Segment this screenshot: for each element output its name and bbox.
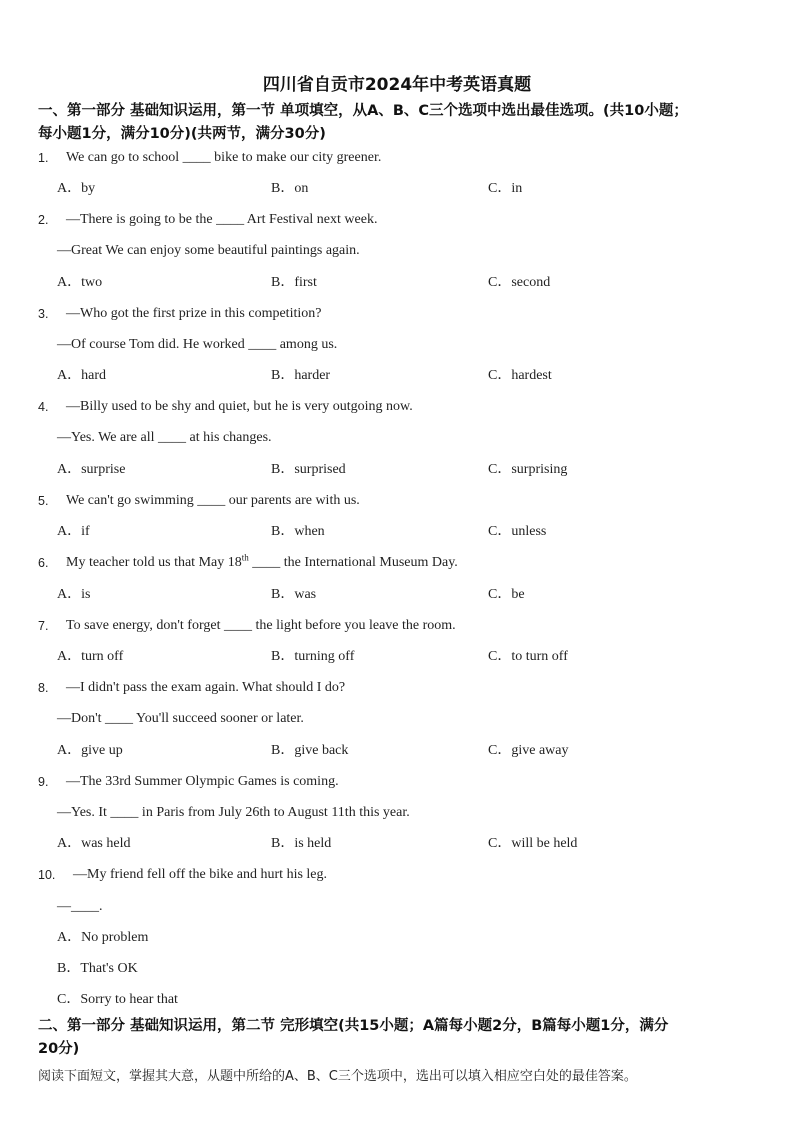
- question-1-text: We can go to school ____ bike to make our city greener.: [66, 150, 382, 165]
- question-5-number: 5.: [38, 494, 49, 508]
- question-4-text: —Billy used to be shy and quiet, but he is very outgoing now.: [66, 399, 413, 414]
- question-6-text-pre: My teacher told us that May 18: [66, 555, 242, 570]
- question-7-text: To save energy, don't forget ____ the light before you leave the room.: [66, 618, 456, 633]
- section2-heading-line2: 20分): [38, 1041, 80, 1057]
- question-3-text: —Who got the first prize in this competition?: [66, 306, 322, 321]
- question-4-option-a: A．surprise: [57, 462, 126, 477]
- question-1-option-c: C．in: [488, 181, 523, 196]
- section2-heading-line1: 二、第一部分 基础知识运用，第二节 完形填空(共15小题；A篇每小题2分，B篇每小题1分，满分: [38, 1018, 669, 1034]
- question-2-option-b: B．first: [271, 275, 317, 290]
- question-8-number: 8.: [38, 681, 49, 695]
- question-6-option-b: B．was: [271, 587, 317, 602]
- question-4-option-b: B．surprised: [271, 462, 346, 477]
- question-10-option-c: C．Sorry to hear that: [57, 992, 178, 1007]
- question-8-option-b: B．give back: [271, 743, 349, 758]
- question-6-text: [66, 554, 458, 572]
- section1-heading-line2: 每小题1分，满分10分)(共两节，满分30分): [38, 126, 326, 142]
- question-9-text: —The 33rd Summer Olympic Games is coming.: [66, 774, 339, 789]
- question-2-text: —There is going to be the ____ Art Festival next week.: [66, 212, 378, 227]
- question-2-number: 2.: [38, 213, 49, 227]
- question-6-number: 6.: [38, 556, 49, 570]
- question-1-option-b: B．on: [271, 181, 309, 196]
- question-3-reply: —Of course Tom did. He worked ____ among us.: [57, 337, 338, 352]
- question-9-option-c: C．will be held: [488, 836, 578, 851]
- section1-heading: [38, 100, 760, 146]
- page-title: 四川省自贡市2024年中考英语真题: [262, 75, 532, 95]
- question-10-number: 10.: [38, 868, 56, 882]
- question-8-option-c: C．give away: [488, 743, 569, 758]
- question-7-option-b: B．turning off: [271, 649, 355, 664]
- section1-heading-line1: 一、第一部分 基础知识运用，第一节 单项填空，从A、B、C三个选项中选出最佳选项。(共10小题；: [38, 103, 688, 119]
- question-5-option-c: C．unless: [488, 524, 547, 539]
- question-3-option-b: B．harder: [271, 368, 331, 383]
- question-2-option-a: A．two: [57, 275, 103, 290]
- question-9-option-a: A．was held: [57, 836, 131, 851]
- question-5-option-a: A．if: [57, 524, 90, 539]
- question-3-option-a: A．hard: [57, 368, 106, 383]
- question-6-option-a: A．is: [57, 587, 91, 602]
- question-2-reply: —Great We can enjoy some beautiful paintings again.: [57, 243, 360, 258]
- question-6-option-c: C．be: [488, 587, 525, 602]
- question-3-option-c: C．hardest: [488, 368, 552, 383]
- question-1-option-a: A．by: [57, 181, 96, 196]
- question-10-option-a: A．No problem: [57, 930, 149, 945]
- question-6-text-sup: th: [241, 552, 249, 563]
- question-5-text: We can't go swimming ____ our parents are with us.: [66, 493, 360, 508]
- question-9-option-b: B．is held: [271, 836, 332, 851]
- question-8-option-a: A．give up: [57, 743, 123, 758]
- question-10-reply: —____.: [57, 899, 103, 914]
- question-4-number: 4.: [38, 400, 49, 414]
- question-10-text: —My friend fell off the bike and hurt his leg.: [73, 867, 328, 882]
- section2-heading: [38, 1015, 760, 1061]
- question-1-number: 1.: [38, 151, 49, 165]
- question-9-number: 9.: [38, 775, 49, 789]
- question-10-option-b: B．That's OK: [57, 961, 138, 976]
- question-7-option-c: C．to turn off: [488, 649, 568, 664]
- question-8-text: —I didn't pass the exam again. What should I do?: [66, 680, 346, 695]
- question-9-reply: —Yes. It ____ in Paris from July 26th to August 11th this year.: [57, 805, 410, 820]
- question-4-option-c: C．surprising: [488, 462, 568, 477]
- question-2-option-c: C．second: [488, 275, 551, 290]
- question-6-text-post: ____ the International Museum Day.: [248, 555, 458, 570]
- question-4-reply: —Yes. We are all ____ at his changes.: [57, 430, 272, 445]
- question-3-number: 3.: [38, 307, 49, 321]
- section2-intro: 阅读下面短文，掌握其大意，从题中所给的A、B、C三个选项中，选出可以填入相应空白处的最佳答案。: [38, 1069, 637, 1084]
- question-7-number: 7.: [38, 619, 49, 633]
- question-8-reply: —Don't ____ You'll succeed sooner or later.: [57, 711, 304, 726]
- question-5-option-b: B．when: [271, 524, 325, 539]
- question-7-option-a: A．turn off: [57, 649, 124, 664]
